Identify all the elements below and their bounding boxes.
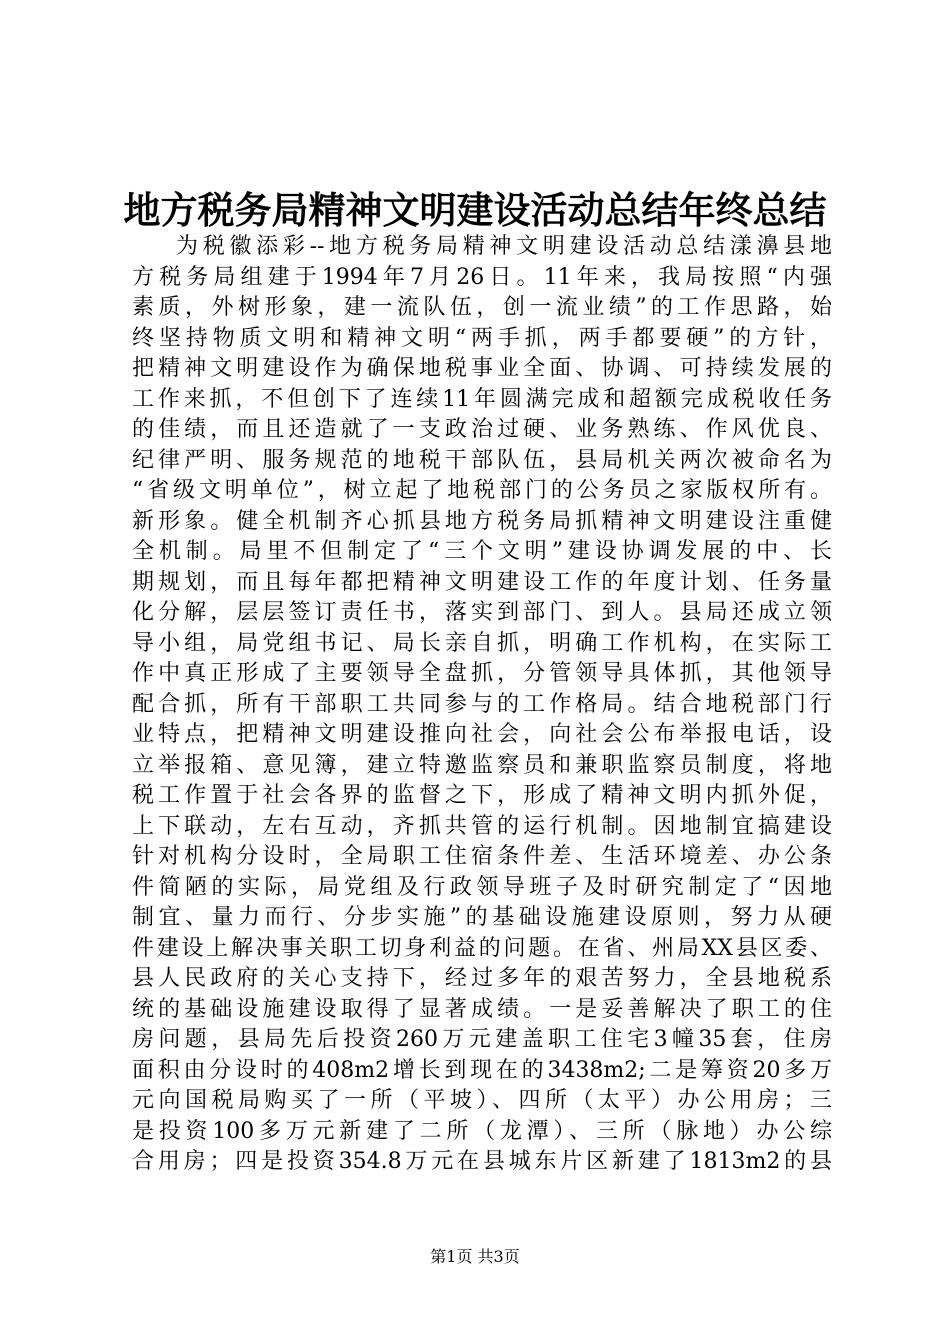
body-line: 业特点，把精神文明建设推向社会，向社会公布举报电话，设 — [132, 722, 832, 747]
body-line: 房问题，县局先后投资260万元建盖职工住宅3幢35套，住房 — [132, 1027, 832, 1052]
body-line: 配合抓，所有干部职工共同参与的工作格局。结合地税部门行 — [132, 691, 832, 717]
body-line: 上下联动，左右互动，齐抓共管的运行机制。因地制宜搞建设 — [132, 813, 832, 839]
body-line: 税工作置于社会各界的监督之下，形成了精神文明内抓外促， — [132, 783, 832, 808]
document-title: 地方税务局精神文明建设活动总结年终总结 — [123, 188, 827, 232]
body-line: 终坚持物质文明和精神文明“两手抓，两手都要硬”的方针， — [132, 325, 832, 351]
body-line: 期规划，而且每年都把精神文明建设工作的年度计划、任务量 — [132, 569, 832, 595]
body-line: “省级文明单位”，树立起了地税部门的公务员之家版权所有。 — [132, 478, 832, 503]
body-line: 统的基础设施建设取得了显著成绩。一是妥善解决了职工的住 — [132, 996, 832, 1022]
body-line: 县人民政府的关心支持下，经过多年的艰苦努力，全县地税系 — [132, 966, 832, 991]
body-line: 是投资100多万元新建了二所（龙潭）、三所（脉地）办公综 — [132, 1118, 832, 1144]
body-line: 作中真正形成了主要领导全盘抓，分管领导具体抓，其他领导 — [132, 661, 832, 686]
body-line: 的佳绩，而且还造就了一支政治过硬、业务熟练、作风优良、 — [132, 417, 832, 442]
document-body — [132, 232, 832, 1178]
body-line: 纪律严明、服务规范的地税干部队伍，县局机关两次被命名为 — [132, 447, 832, 473]
page-number: 第1页 共3页 — [430, 1247, 520, 1266]
body-line: 立举报箱、意见簿，建立特邀监察员和兼职监察员制度，将地 — [132, 752, 832, 778]
body-line: 新形象。健全机制齐心抓县地方税务局抓精神文明建设注重健 — [132, 508, 832, 534]
body-line: 化分解，层层签订责任书，落实到部门、到人。县局还成立领 — [132, 600, 832, 625]
body-line: 元向国税局购买了一所（平坡）、四所（太平）办公用房；三 — [132, 1088, 832, 1113]
body-line: 针对机构分设时，全局职工住宿条件差、生活环境差、办公条 — [132, 844, 832, 869]
body-line: 导小组，局党组书记、局长亲自抓，明确工作机构，在实际工 — [132, 630, 832, 656]
body-line: 面积由分设时的408m2增长到现在的3438m2;二是筹资20多万 — [132, 1057, 832, 1083]
body-line: 把精神文明建设作为确保地税事业全面、协调、可持续发展的 — [132, 356, 832, 381]
body-line: 件建设上解决事关职工切身利益的问题。在省、州局XX县区委、 — [132, 935, 832, 961]
body-line: 制宜、量力而行、分步实施”的基础设施建设原则，努力从硬 — [132, 905, 832, 930]
body-line: 全机制。局里不但制定了“三个文明”建设协调发展的中、长 — [132, 539, 832, 564]
body-line: 素质，外树形象，建一流队伍，创一流业绩”的工作思路，始 — [132, 295, 832, 320]
body-line: 件简陋的实际，局党组及行政领导班子及时研究制定了“因地 — [132, 874, 832, 900]
body-line: 合用房；四是投资354.8万元在县城东片区新建了1813m2的县 — [132, 1149, 832, 1174]
body-line: 为税徽添彩--地方税务局精神文明建设活动总结漾濞县地 — [176, 234, 832, 259]
body-line: 工作来抓，不但创下了连续11年圆满完成和超额完成税收任务 — [132, 386, 832, 412]
body-line: 方税务局组建于1994年7月26日。11年来，我局按照“内强 — [132, 264, 832, 290]
